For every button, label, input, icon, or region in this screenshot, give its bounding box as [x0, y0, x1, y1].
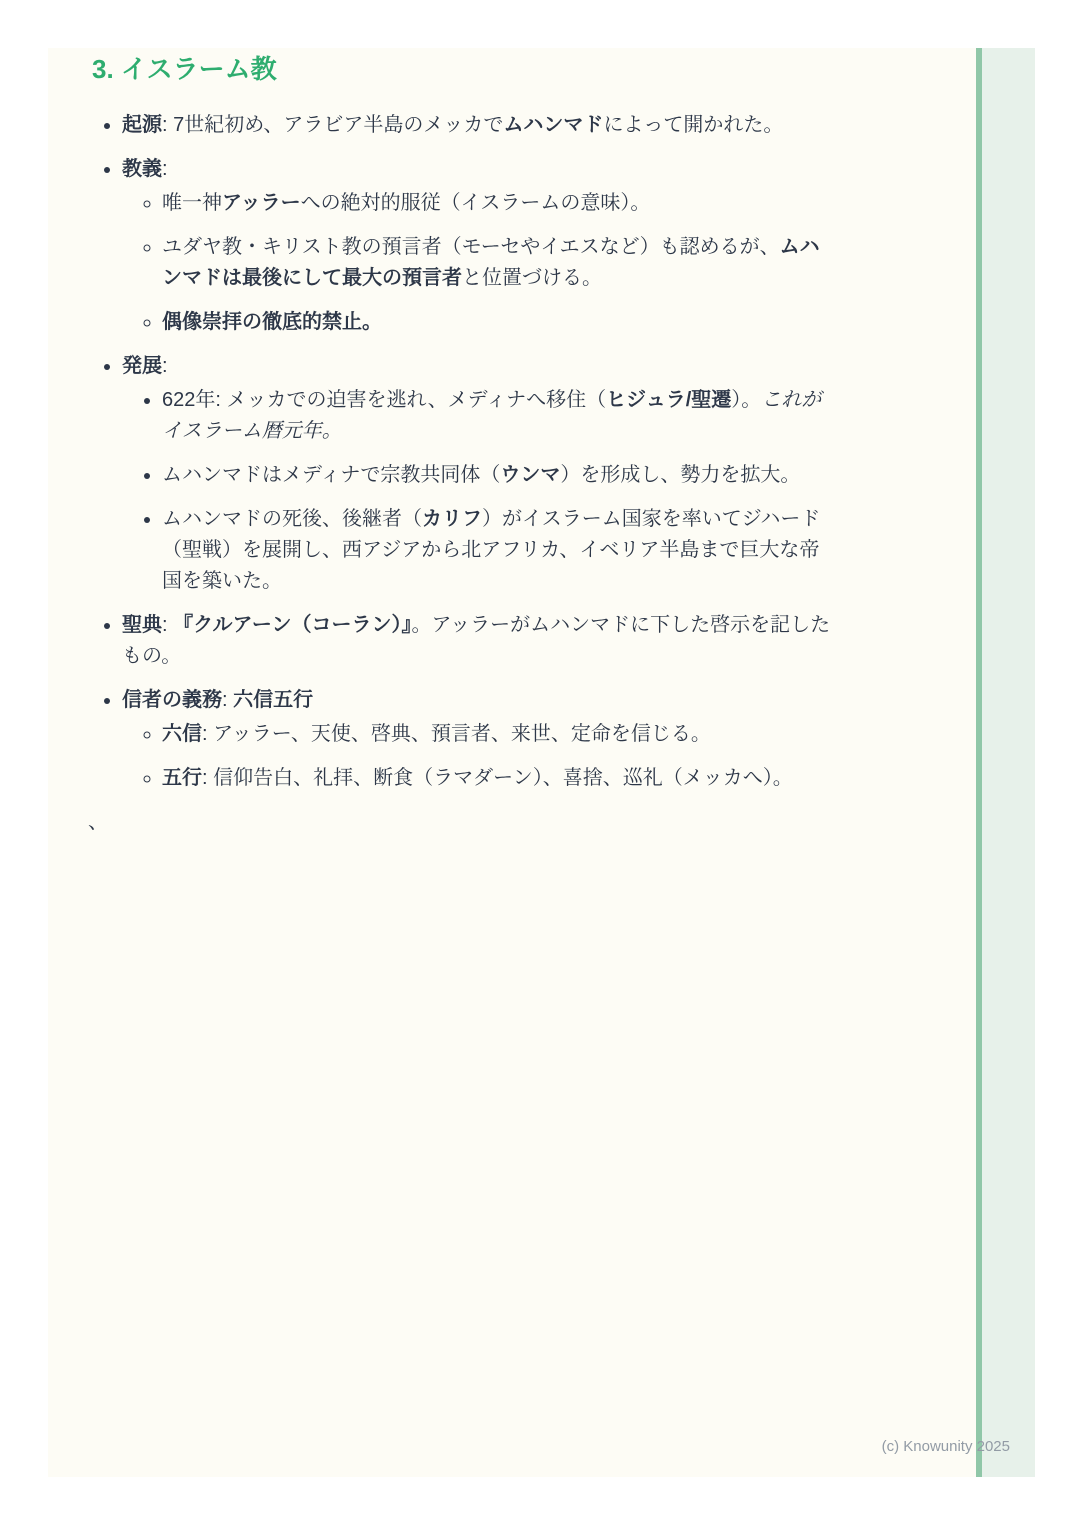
list-item-text: ムハンマドの死後、後継者（カリフ）がイスラーム国家を率いてジハード（聖戦）を展開し、西アジアから北アフリカ、イベリア半島まで巨大な帝国を築いた。	[162, 508, 821, 592]
list-item-scripture	[122, 610, 832, 672]
section-heading-islam: 3. イスラーム教	[92, 54, 277, 84]
list-item	[162, 719, 832, 750]
document-content	[88, 54, 832, 838]
list-item-text: 六信: アッラー、天使、啓典、預言者、来世、定命を信じる。	[162, 723, 711, 745]
bullet-list	[92, 110, 832, 794]
list-item-text: 発展:	[122, 355, 168, 377]
list-item-text: 起源: 7世紀初め、アラビア半島のメッカでムハンマドによって開かれた。	[122, 114, 784, 136]
sub-list-duties	[122, 719, 832, 794]
list-item	[162, 385, 832, 447]
sub-list-doctrine	[122, 188, 832, 338]
list-item-text: ムハンマドはメディナで宗教共同体（ウンマ）を形成し、勢力を拡大。	[162, 464, 801, 486]
list-item-origin	[122, 110, 832, 141]
copyright-watermark: (c) Knowunity 2025	[881, 1438, 1010, 1455]
list-item-text: 偶像崇拝の徹底的禁止。	[162, 311, 382, 333]
list-item-text: 唯一神アッラーへの絶対的服従（イスラームの意味）。	[162, 192, 651, 214]
list-item-duties	[122, 685, 832, 794]
list-item-text: 教義:	[122, 158, 168, 180]
right-accent-panel	[976, 48, 1035, 1477]
list-item-text: 信者の義務: 六信五行	[122, 689, 314, 711]
list-item	[162, 188, 832, 219]
list-item-text: 聖典: 『クルアーン（コーラン）』。アッラーがムハンマドに下した啓示を記したもの。	[122, 614, 831, 667]
list-item	[162, 504, 832, 597]
sub-list-development	[122, 385, 832, 597]
list-item-text: 622年: メッカでの迫害を逃れ、メディナへ移住（ヒジュラ/聖遷）。これがイスラーム暦元年。	[162, 389, 822, 442]
list-item-text: 五行: 信仰告白、礼拝、断食（ラマダーン）、喜捨、巡礼（メッカへ）。	[162, 767, 793, 789]
list-item	[162, 307, 832, 338]
list-item-development	[122, 351, 832, 597]
list-item	[162, 460, 832, 491]
list-item-doctrine	[122, 154, 832, 338]
list-item-text: ユダヤ教・キリスト教の預言者（モーセやイエスなど）も認めるが、ムハンマドは最後にして最大の預言者と位置づける。	[162, 236, 820, 289]
list-item	[162, 232, 832, 294]
list-item	[162, 763, 832, 794]
stray-comma: 、	[88, 811, 108, 833]
